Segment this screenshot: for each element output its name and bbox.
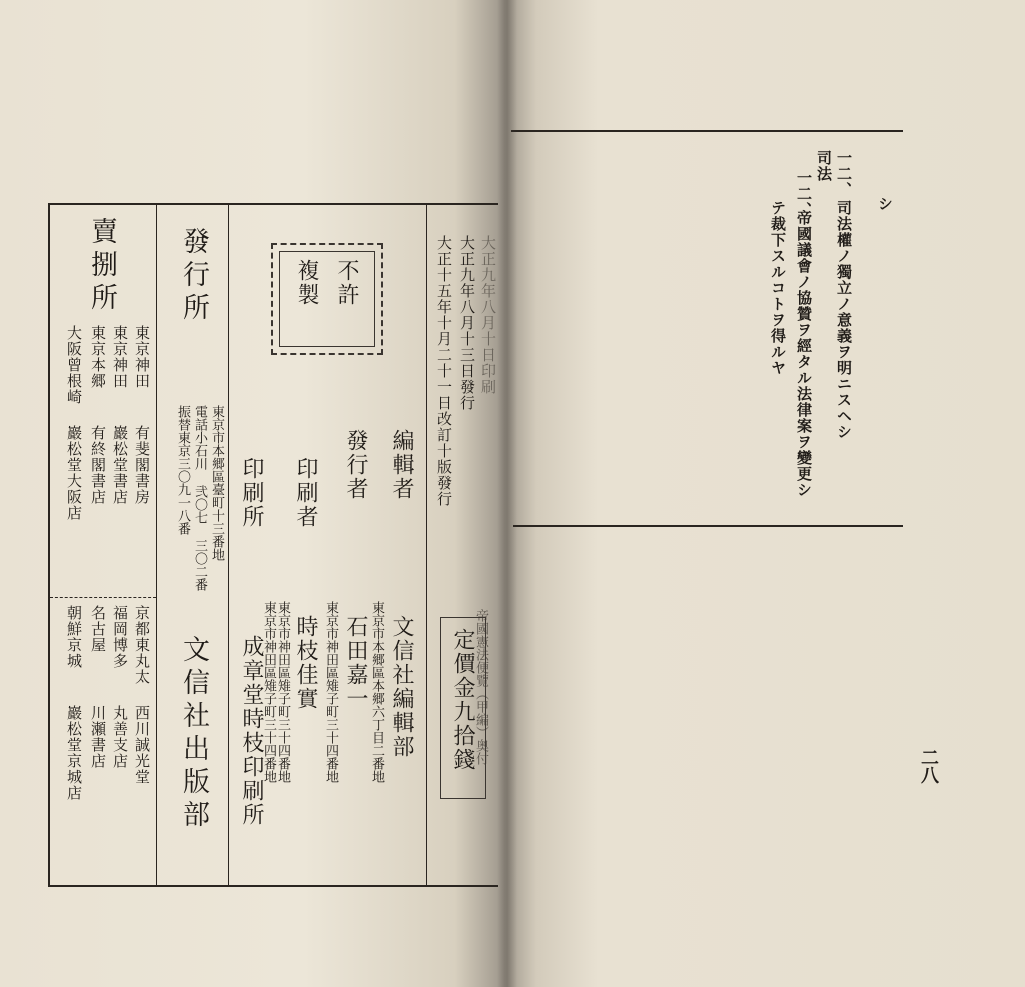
seller-city: 名古屋 — [89, 605, 107, 653]
seller-city: 京都東丸太 — [133, 605, 151, 685]
seller-name: 巖松堂書店 — [111, 425, 129, 505]
seller-name: 有斐閣書房 — [133, 425, 151, 505]
seller-name: 川瀬書店 — [89, 705, 107, 769]
stamp-text: 不許 — [334, 259, 359, 307]
sellers-divider — [50, 597, 156, 598]
seller-city: 福岡博多 — [111, 605, 129, 669]
publisher-transfer: 振替東京三〇九一八番 — [175, 405, 190, 535]
editor-name: 文信社編輯部 — [389, 615, 414, 759]
seller-name: 巖松堂大阪店 — [65, 425, 83, 521]
price: 定價金九拾錢 — [450, 628, 475, 772]
item-text: 帝國議會ノ協贊ヲ經タル法律案ヲ變更シ — [795, 210, 813, 498]
item-text: テ裁下スルコトヲ得ルヤ — [769, 200, 787, 376]
colophon-divider — [426, 205, 427, 885]
editor-label: 編輯者 — [389, 429, 414, 501]
revised-date: 大正十五年十月二十一日改訂十版發行 — [435, 235, 453, 507]
side-mark: シ — [876, 196, 894, 212]
printshop-address: 東京市神田區雉子町三十四番地 — [261, 601, 276, 783]
issuer-label: 發行者 — [343, 429, 368, 501]
item-number: 一二、 — [795, 170, 813, 218]
publisher-address: 東京市本郷區臺町十三番地 — [209, 405, 224, 561]
item-header: 一二、 — [835, 150, 853, 198]
top-rule — [511, 130, 903, 132]
colophon-frame — [48, 203, 498, 887]
first-issue-date: 大正九年八月十三日發行 — [458, 235, 476, 411]
left-page — [0, 0, 505, 987]
publisher-label: 發行所 — [178, 227, 209, 326]
editor-address: 東京市本郷區本郷六丁目二番地 — [369, 601, 384, 783]
item-text: 司法權ノ獨立ノ意義ヲ明ニスヘシ — [835, 200, 853, 440]
colophon-divider — [228, 205, 229, 885]
printshop-label: 印刷所 — [239, 457, 264, 529]
colophon-divider — [156, 205, 157, 885]
seller-city: 東京神田 — [133, 325, 151, 389]
item-prefix: 司法 — [815, 150, 833, 182]
seller-name: 丸善支店 — [111, 705, 129, 769]
sellers-label: 賣捌所 — [86, 217, 117, 316]
printer-address: 東京市神田區雉子町三十四番地 — [275, 601, 290, 783]
seller-city: 東京本郷 — [89, 325, 107, 389]
right-page — [505, 0, 1025, 987]
issuer-address: 東京市神田區雉子町三十四番地 — [323, 601, 338, 783]
seller-city: 東京神田 — [111, 325, 129, 389]
seller-city: 朝鮮京城 — [65, 605, 83, 669]
page-number: 二八 — [918, 748, 939, 784]
publisher-name: 文信社出版部 — [178, 635, 209, 833]
bottom-rule — [513, 525, 903, 527]
issuer-name: 石田嘉一 — [343, 615, 368, 711]
book-title: 帝國憲法便覽（甲編）奥付 — [473, 609, 488, 765]
book-gutter — [497, 0, 517, 987]
copyright-stamp — [271, 243, 383, 355]
seller-city: 大阪曾根崎 — [65, 325, 83, 405]
printshop-name: 成章堂時枝印刷所 — [239, 635, 264, 827]
publisher-phone: 電話小石川 弐〇七 三〇二番 — [192, 405, 207, 591]
price-box — [440, 617, 486, 799]
seller-name: 巖松堂京城店 — [65, 705, 83, 801]
first-print-date: 大正九年八月十日印刷 — [479, 235, 497, 395]
printer-name: 時枝佳實 — [293, 615, 318, 711]
stamp-text: 複製 — [294, 259, 319, 307]
printer-label: 印刷者 — [293, 457, 318, 529]
seller-name: 有終閣書店 — [89, 425, 107, 505]
seller-name: 西川誠光堂 — [133, 705, 151, 785]
